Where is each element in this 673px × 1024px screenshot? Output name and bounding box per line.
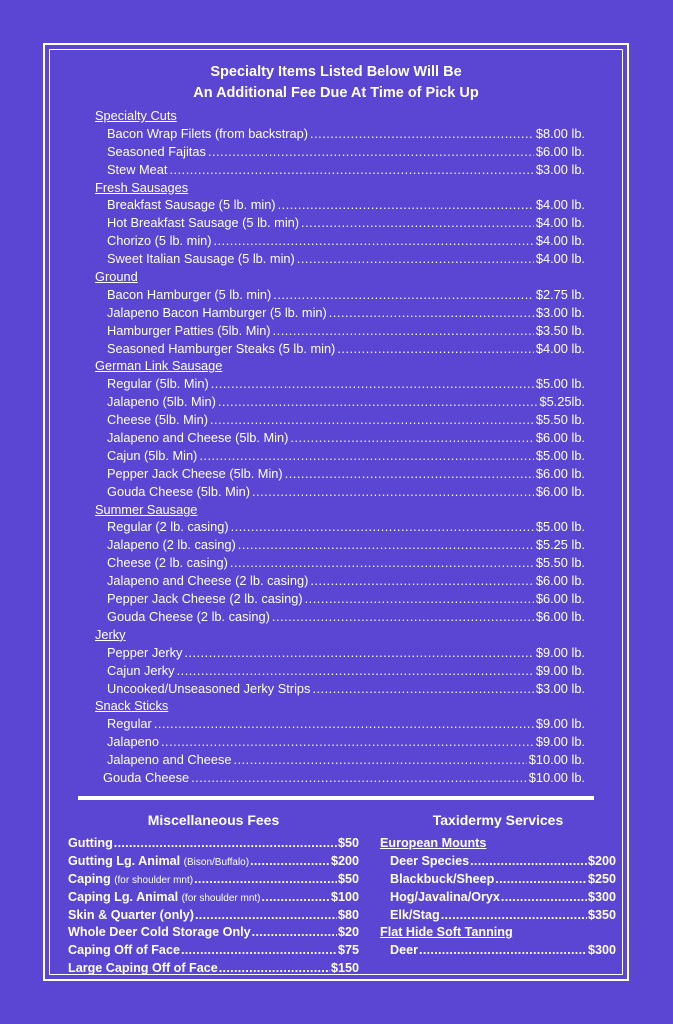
dot-leader [297, 250, 534, 268]
price-row [95, 483, 585, 501]
price-row [95, 715, 585, 733]
fee-price: $75 [337, 943, 359, 958]
price-row [95, 214, 585, 232]
price-row [95, 608, 585, 626]
misc-title: Miscellaneous Fees [147, 812, 280, 828]
fee-name: Gutting Lg. Animal [68, 853, 181, 868]
category-heading: Snack Sticks [95, 698, 169, 714]
fee-row [68, 960, 359, 978]
dot-leader [194, 871, 337, 889]
item-name: Pepper Jerky [107, 644, 183, 660]
dot-leader [312, 680, 533, 698]
item-name: Jalapeno and Cheese (2 lb. casing) [107, 573, 309, 589]
price-row [95, 143, 585, 161]
item-name: Seasoned Fajitas [107, 143, 206, 159]
service-price: $300 [587, 943, 616, 958]
service-row [380, 907, 616, 925]
dot-leader [501, 889, 587, 907]
dot-leader [310, 125, 534, 143]
item-name: Gouda Cheese (5lb. Min) [107, 483, 250, 499]
fee-note: (Bison/Buffalo) [183, 856, 250, 868]
dot-leader [238, 536, 534, 554]
specialty-items-list [95, 107, 585, 787]
price-row [95, 733, 585, 751]
item-name: Regular [107, 716, 152, 732]
fee-price: $50 [337, 836, 359, 850]
item-name: Cheese (5lb. Min) [107, 412, 208, 428]
dot-leader [310, 572, 534, 590]
item-price: $4.00 lb. [535, 197, 585, 213]
item-name: Jalapeno and Cheese (5lb. Min) [107, 430, 289, 446]
fee-row [68, 835, 359, 853]
item-price: $5.00 lb. [535, 447, 585, 463]
dot-leader [262, 889, 330, 907]
item-price: $5.00 lb. [535, 376, 585, 392]
fee-name: Large Caping Off of Face [68, 961, 218, 976]
dot-leader [191, 769, 527, 787]
miscellaneous-fees-section [68, 810, 359, 978]
item-price: $10.00 lb. [528, 769, 585, 785]
dot-leader [273, 322, 534, 340]
item-price: $9.00 lb. [535, 734, 585, 750]
item-name: Gouda Cheese (2 lb. casing) [107, 608, 270, 624]
item-name: Cajun (5lb. Min) [107, 447, 198, 463]
fee-name: Skin & Quarter (only) [68, 907, 194, 922]
fee-price: $20 [337, 925, 359, 940]
dot-leader [154, 715, 534, 733]
price-row [95, 411, 585, 429]
item-name: Regular (2 lb. casing) [107, 519, 229, 535]
item-price: $6.00 lb. [535, 591, 585, 607]
item-price: $6.00 lb. [535, 608, 585, 624]
service-name: Blackbuck/Sheep [390, 871, 495, 886]
item-price: $2.75 lb. [535, 286, 585, 302]
dot-leader [290, 429, 533, 447]
category-heading: Jerky [95, 626, 126, 642]
item-price: $3.00 lb. [535, 161, 585, 177]
dot-leader [231, 518, 534, 536]
category-heading: German Link Sausage [95, 358, 223, 374]
menu-inner-border [49, 49, 623, 975]
european-mounts-list [380, 853, 616, 925]
item-price: $4.00 lb. [535, 251, 585, 267]
dot-leader [211, 375, 534, 393]
category-heading: Fresh Sausages [95, 179, 189, 195]
item-price: $5.50 lb. [535, 555, 585, 571]
service-name: Elk/Stag [390, 907, 440, 922]
service-price: $200 [587, 853, 616, 868]
price-row [95, 447, 585, 465]
item-price: $5.25 lb. [535, 537, 585, 553]
dot-leader [272, 608, 534, 626]
price-row [95, 393, 585, 411]
item-price: $3.00 lb. [535, 680, 585, 696]
item-price: $4.00 lb. [535, 233, 585, 249]
item-name: Pepper Jack Cheese (2 lb. casing) [107, 591, 303, 607]
item-price: $9.00 lb. [535, 716, 585, 732]
dot-leader [329, 304, 534, 322]
fee-price: $50 [337, 871, 359, 886]
dot-leader [285, 465, 534, 483]
section-divider [78, 796, 594, 800]
dot-leader [219, 960, 330, 978]
item-name: Uncooked/Unseasoned Jerky Strips [107, 680, 311, 696]
dot-leader [195, 907, 337, 925]
price-row [95, 250, 585, 268]
item-name: Gouda Cheese [103, 769, 190, 785]
item-name: Bacon Wrap Filets (from backstrap) [107, 125, 309, 141]
item-price: $6.00 lb. [535, 483, 585, 499]
service-name: Deer [390, 943, 419, 958]
dot-leader [441, 907, 587, 925]
fee-note: (for shoulder mnt) [114, 874, 194, 886]
dot-leader [208, 143, 534, 161]
price-row [95, 751, 585, 769]
service-row [380, 871, 616, 889]
item-price: $6.00 lb. [535, 573, 585, 589]
fee-price: $200 [330, 853, 359, 868]
price-row [95, 644, 585, 662]
item-price: $6.00 lb. [535, 430, 585, 446]
dot-leader [419, 942, 587, 960]
fee-name: Caping [68, 871, 111, 886]
item-name: Jalapeno (2 lb. casing) [107, 537, 236, 553]
service-price: $300 [587, 889, 616, 904]
flat-hide-tanning-heading: Flat Hide Soft Tanning [380, 925, 513, 940]
price-row [95, 554, 585, 572]
fee-row [68, 853, 359, 871]
price-row [95, 536, 585, 554]
menu-frame [43, 43, 629, 981]
dot-leader [337, 340, 534, 358]
price-row [95, 465, 585, 483]
fee-row [68, 924, 359, 942]
page-title [50, 62, 622, 104]
fee-row [68, 942, 359, 960]
price-row [95, 304, 585, 322]
dot-leader [305, 590, 534, 608]
service-price: $350 [587, 907, 616, 922]
price-row [95, 161, 585, 179]
item-price: $6.00 lb. [535, 143, 585, 159]
fee-name: Gutting [68, 836, 113, 850]
item-price: $10.00 lb. [528, 752, 585, 768]
service-name: Deer Species [390, 853, 470, 868]
misc-fee-list [68, 835, 359, 978]
dot-leader [199, 447, 534, 465]
item-name: Cheese (2 lb. casing) [107, 555, 228, 571]
dot-leader [234, 751, 527, 769]
item-price: $3.00 lb. [535, 304, 585, 320]
taxidermy-title: Taxidermy Services [432, 812, 564, 828]
item-name: Seasoned Hamburger Steaks (5 lb. min) [107, 340, 336, 356]
fee-name: Caping Lg. Animal [68, 889, 179, 904]
item-name: Jalapeno (5lb. Min) [107, 394, 216, 410]
dot-leader [184, 644, 533, 662]
title-line-1: Specialty Items Listed Below Will Be [210, 64, 462, 80]
fee-name: Caping Off of Face [68, 943, 180, 958]
item-price: $6.00 lb. [535, 465, 585, 481]
item-name: Hot Breakfast Sausage (5 lb. min) [107, 215, 300, 231]
item-name: Stew Meat [107, 161, 168, 177]
item-price: $8.00 lb. [535, 125, 585, 141]
item-name: Jalapeno Bacon Hamburger (5 lb. min) [107, 304, 327, 320]
category-heading: Summer Sausage [95, 501, 198, 517]
fee-row [68, 907, 359, 925]
tanning-list [380, 942, 616, 960]
item-name: Jalapeno and Cheese [107, 752, 232, 768]
price-row [95, 322, 585, 340]
fee-price: $150 [330, 961, 359, 976]
dot-leader [114, 835, 337, 853]
dot-leader [218, 393, 538, 411]
dot-leader [230, 554, 534, 572]
price-row [95, 340, 585, 358]
dot-leader [161, 733, 534, 751]
dot-leader [273, 286, 534, 304]
item-price: $4.00 lb. [535, 215, 585, 231]
price-row [95, 590, 585, 608]
european-mounts-heading: European Mounts [380, 836, 487, 850]
fee-price: $100 [330, 889, 359, 904]
price-row [95, 518, 585, 536]
item-name: Pepper Jack Cheese (5lb. Min) [107, 465, 283, 481]
item-price: $5.50 lb. [535, 412, 585, 428]
item-name: Sweet Italian Sausage (5 lb. min) [107, 251, 295, 267]
dot-leader [252, 924, 337, 942]
fee-note: (for shoulder mnt) [181, 892, 261, 904]
item-name: Regular (5lb. Min) [107, 376, 209, 392]
item-price: $4.00 lb. [535, 340, 585, 356]
item-price: $9.00 lb. [535, 662, 585, 678]
price-row [95, 232, 585, 250]
dot-leader [177, 662, 534, 680]
dot-leader [470, 853, 587, 871]
title-line-2: An Additional Fee Due At Time of Pick Up [193, 85, 479, 101]
service-row [380, 942, 616, 960]
fee-name: Whole Deer Cold Storage Only [68, 925, 251, 940]
fee-price: $80 [337, 907, 359, 922]
dot-leader [210, 411, 534, 429]
dot-leader [181, 942, 337, 960]
fee-row [68, 871, 359, 889]
item-name: Breakfast Sausage (5 lb. min) [107, 197, 276, 213]
item-name: Jalapeno [107, 734, 159, 750]
item-price: $5.00 lb. [535, 519, 585, 535]
category-heading: Specialty Cuts [95, 108, 177, 123]
service-row [380, 853, 616, 871]
service-name: Hog/Javalina/Oryx [390, 889, 500, 904]
price-row [95, 125, 585, 143]
price-row [95, 680, 585, 698]
service-price: $250 [587, 871, 616, 886]
price-row [95, 375, 585, 393]
item-name: Cajun Jerky [107, 662, 175, 678]
price-row [95, 196, 585, 214]
dot-leader [169, 161, 533, 179]
dot-leader [495, 871, 587, 889]
taxidermy-section [380, 810, 616, 960]
fee-row [68, 889, 359, 907]
item-name: Chorizo (5 lb. min) [107, 233, 212, 249]
price-row [95, 662, 585, 680]
price-row [95, 572, 585, 590]
price-row [95, 429, 585, 447]
dot-leader [301, 214, 534, 232]
dot-leader [278, 196, 534, 214]
category-heading: Ground [95, 269, 138, 285]
service-row [380, 889, 616, 907]
item-price: $5.25lb. [539, 394, 585, 410]
item-price: $3.50 lb. [535, 322, 585, 338]
dot-leader [252, 483, 534, 501]
price-row [95, 769, 585, 787]
item-name: Bacon Hamburger (5 lb. min) [107, 286, 272, 302]
dot-leader [214, 232, 534, 250]
price-row [95, 286, 585, 304]
item-price: $9.00 lb. [535, 644, 585, 660]
dot-leader [250, 853, 330, 871]
item-name: Hamburger Patties (5lb. Min) [107, 322, 271, 338]
